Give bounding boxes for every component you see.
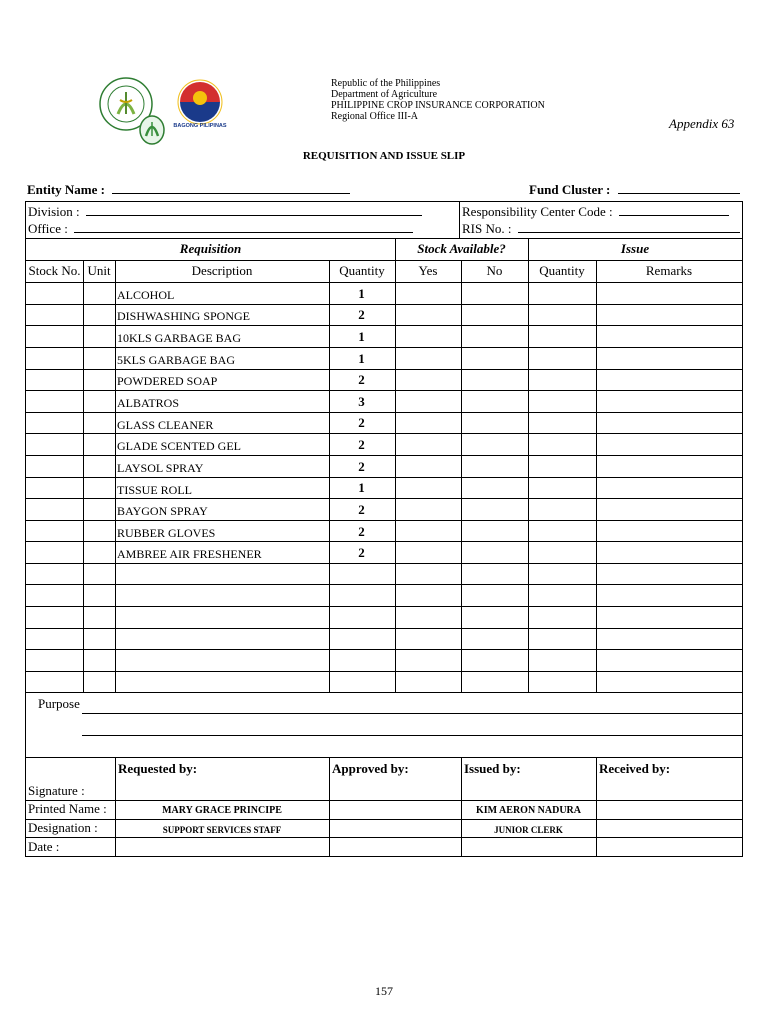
designation-label: Designation :: [28, 820, 98, 835]
row-rule: [26, 282, 742, 283]
row-rule: [26, 433, 742, 434]
office-field[interactable]: [28, 221, 413, 237]
row-rule: [26, 238, 742, 239]
row-rule: [26, 606, 742, 607]
item-description: BAYGON SPRAY: [117, 504, 208, 518]
column-issue-quantity: Quantity: [539, 263, 585, 278]
row-rule: [26, 671, 742, 672]
row-rule: [26, 819, 742, 820]
row-rule: [26, 757, 742, 758]
row-rule: [26, 347, 742, 348]
entity-name-line[interactable]: [112, 182, 350, 194]
row-rule: [26, 455, 742, 456]
agency-line: PHILIPPINE CROP INSURANCE CORPORATION: [331, 100, 545, 111]
item-quantity: 2: [358, 307, 365, 322]
column-rule: [329, 757, 330, 857]
printed-name-label: Printed Name :: [28, 801, 107, 816]
item-quantity: 2: [358, 545, 365, 560]
item-description: AMBREE AIR FRESHENER: [117, 547, 262, 561]
item-description: ALBATROS: [117, 396, 180, 410]
purpose-label: Purpose: [38, 696, 80, 711]
purpose-line[interactable]: [82, 713, 742, 714]
ris-no-label: RIS No. :: [462, 221, 512, 236]
responsibility-center-field[interactable]: [462, 204, 729, 220]
header-logos: [96, 74, 236, 146]
responsibility-center-line[interactable]: [619, 204, 729, 216]
fund-cluster-field[interactable]: [529, 182, 740, 198]
column-remarks: Remarks: [645, 263, 693, 278]
item-quantity: 3: [358, 394, 365, 409]
row-rule: [26, 390, 742, 391]
fund-cluster-line[interactable]: [618, 182, 740, 194]
row-rule: [26, 477, 742, 478]
agency-line: Department of Agriculture: [331, 89, 438, 100]
division-label: Division :: [28, 204, 80, 219]
item-description: ALCOHOL: [117, 288, 175, 302]
signature-label: Signature :: [28, 783, 85, 798]
row-rule: [26, 584, 742, 585]
row-rule: [26, 628, 742, 629]
item-quantity: 2: [358, 415, 365, 430]
item-description: GLASS CLEANER: [117, 418, 214, 432]
column-quantity: Quantity: [339, 263, 385, 278]
row-rule: [26, 649, 742, 650]
issued-by-heading: Issued by:: [464, 761, 521, 776]
column-unit: Unit: [87, 263, 111, 278]
agency-heading: [331, 78, 545, 122]
row-rule: [26, 692, 742, 693]
item-description: LAYSOL SPRAY: [117, 461, 204, 475]
row-rule: [26, 563, 742, 564]
ris-no-field[interactable]: [462, 221, 740, 237]
purpose-line[interactable]: [82, 735, 742, 736]
item-description: 5KLS GARBAGE BAG: [117, 353, 236, 367]
row-rule: [26, 325, 742, 326]
item-quantity: 2: [358, 437, 365, 452]
entity-name-label: Entity Name :: [27, 182, 105, 197]
row-rule: [26, 520, 742, 521]
column-rule: [596, 757, 597, 857]
group-issue: Issue: [620, 241, 650, 256]
item-description: RUBBER GLOVES: [117, 526, 216, 540]
bagong-pilipinas-logo: [173, 80, 227, 129]
issuer-designation: JUNIOR CLERK: [494, 825, 563, 835]
entity-name-field[interactable]: [27, 182, 350, 198]
appendix-label: Appendix 63: [669, 116, 735, 131]
agency-line: Regional Office III-A: [331, 111, 419, 122]
row-rule: [26, 541, 742, 542]
agency-line: Republic of the Philippines: [331, 78, 441, 89]
column-rule: [395, 238, 396, 260]
column-no: No: [486, 263, 503, 278]
group-requisition: Requisition: [179, 241, 242, 256]
item-description: GLADE SCENTED GEL: [117, 439, 241, 453]
received-by-heading: Received by:: [599, 761, 671, 776]
item-description: POWDERED SOAP: [117, 374, 218, 388]
row-rule: [26, 260, 742, 261]
item-quantity: 1: [358, 286, 365, 301]
item-description: 10KLS GARBAGE BAG: [117, 331, 242, 345]
issuer-name: KIM AERON NADURA: [476, 805, 581, 816]
column-stock-no: Stock No.: [28, 263, 81, 278]
column-rule: [528, 238, 529, 260]
division-line[interactable]: [86, 204, 422, 216]
approved-by-heading: Approved by:: [332, 761, 409, 776]
requester-name: MARY GRACE PRINCIPE: [162, 805, 282, 816]
office-line[interactable]: [74, 221, 413, 233]
fund-cluster-label: Fund Cluster :: [529, 182, 611, 197]
form-title: REQUISITION AND ISSUE SLIP: [302, 150, 466, 162]
row-rule: [26, 800, 742, 801]
requested-by-heading: Requested by:: [118, 761, 198, 776]
row-rule: [26, 412, 742, 413]
item-quantity: 1: [358, 351, 365, 366]
row-rule: [26, 498, 742, 499]
header-divider: [459, 202, 460, 238]
date-label: Date :: [28, 839, 60, 854]
responsibility-center-label: Responsibility Center Code :: [462, 204, 613, 219]
division-field[interactable]: [28, 204, 422, 220]
form-frame: [25, 201, 743, 857]
column-description: Description: [191, 263, 253, 278]
group-stock-available: Stock Available?: [417, 241, 506, 256]
item-quantity: 2: [358, 524, 365, 539]
row-rule: [26, 304, 742, 305]
item-quantity: 1: [358, 480, 365, 495]
item-quantity: 2: [358, 502, 365, 517]
ris-no-line[interactable]: [518, 221, 740, 233]
requester-designation: SUPPORT SERVICES STAFF: [162, 825, 282, 835]
item-description: DISHWASHING SPONGE: [117, 309, 251, 323]
office-label: Office :: [28, 221, 68, 236]
item-description: TISSUE ROLL: [117, 483, 192, 497]
item-quantity: 2: [358, 459, 365, 474]
item-quantity: 2: [358, 372, 365, 387]
item-quantity: 1: [358, 329, 365, 344]
row-rule: [26, 369, 742, 370]
column-yes: Yes: [418, 263, 438, 278]
bagong-pilipinas-text: BAGONG PILIPINAS: [173, 123, 227, 129]
page-number: 157: [375, 984, 393, 998]
pcic-logo: [140, 116, 164, 144]
row-rule: [26, 837, 742, 838]
